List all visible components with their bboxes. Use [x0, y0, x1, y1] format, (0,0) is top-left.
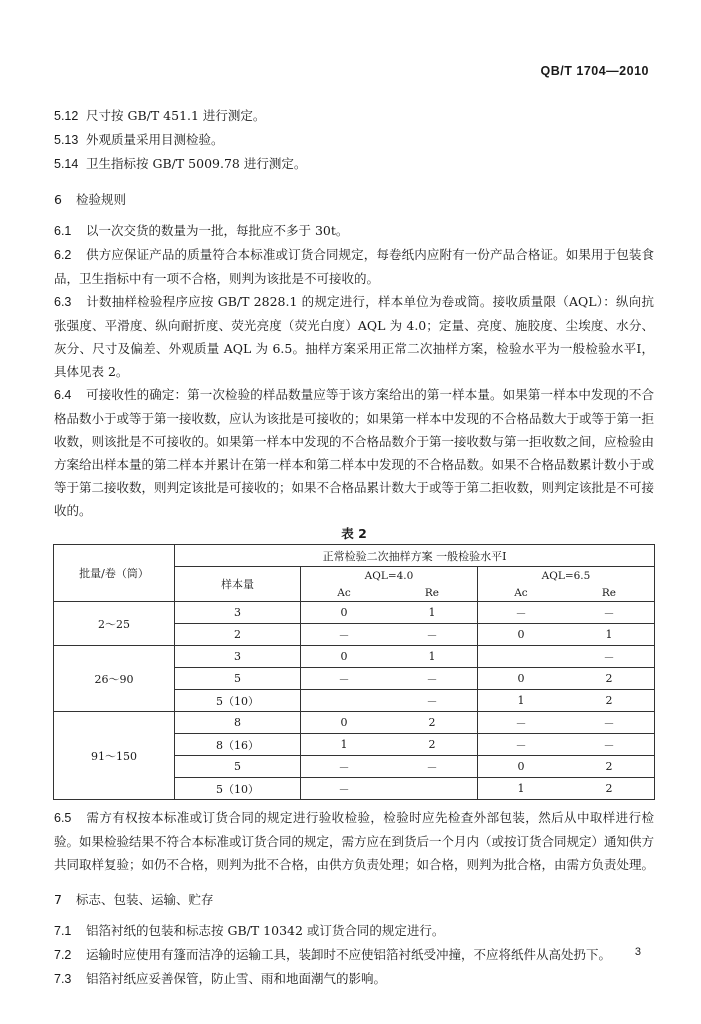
clause-number: 6.2 — [54, 248, 72, 262]
re-cell: 2 — [564, 756, 655, 778]
clause — [54, 943, 654, 967]
ac-cell: － — [301, 624, 387, 646]
clause-number: 6.3 — [54, 295, 72, 309]
aql-6-5-header: AQL=6.5 — [477, 567, 654, 585]
ac-cell: 1 — [477, 690, 563, 712]
clause-number: 7.2 — [54, 948, 72, 962]
clause-number: 5.14 — [54, 157, 79, 171]
clauses-5 — [54, 104, 654, 176]
clause-number: 5.12 — [54, 109, 79, 123]
re-cell: － — [387, 668, 478, 690]
table-row — [54, 712, 655, 734]
clause-text: 卫生指标按 GB/T 5009.78 进行测定。 — [86, 156, 307, 171]
clause — [54, 919, 654, 943]
standard-number: QB/T 1704—2010 — [540, 64, 649, 78]
clause-text: 可接收性的确定：第一次检验的样品数量应等于该方案给出的第一样本量。如果第一样本中发现的不合格品数小于或等于第一接收数，应认为该批是可接收的；如果第一样本中发现的不合格品数大于或等于第一拒收数，则该批是不可接收的。如果第一样本中发现的不合格品数介于第一接收数与第一拒收数之间，应检验由方案给出样本量的第二样本并累计在第一样本和第二样本中发现的不合格品数。如果不合格品数累计数小于或等于第二接收数，则判定该批是可接收的；如果不合格品累计数大于或等于第二拒收数，则判定该批是不可接收的。 — [54, 387, 655, 518]
section-number: 6 — [54, 192, 62, 207]
clause-text: 运输时应使用有篷而洁净的运输工具，装卸时不应使铝箔衬纸受冲撞，不应将纸件从高处扔下。 — [86, 947, 612, 962]
aql-4-header: AQL=4.0 — [301, 567, 478, 585]
clause-number: 7.3 — [54, 972, 72, 986]
clause-number: 6.5 — [54, 811, 72, 825]
sample-size-cell: 3 — [175, 602, 301, 624]
re-cell: 1 — [387, 602, 478, 624]
plan-header: 正常检验二次抽样方案 一般检验水平Ⅰ — [175, 545, 655, 567]
clause-text: 计数抽样检验程序应按 GB/T 2828.1 的规定进行，样本单位为卷或筒。接收质量限（AQL）：纵向抗张强度、平滑度、纵向耐折度、荧光亮度（荧光白度）AQL 为 4.0；定量、亮度、施胶度、尘埃度、水分、灰分、尺寸及偏差、外观质量 AQL 为 6.5。抽样方案采用正常二次抽样方案，检验水平为一般检验水平Ⅰ，具体见表 2。 — [54, 294, 654, 379]
clause-number: 5.13 — [54, 133, 79, 147]
sample-size-cell: 3 — [175, 646, 301, 668]
re-cell: － — [564, 734, 655, 756]
sample-size-cell: 5（10） — [175, 690, 301, 712]
ac-cell: 1 — [477, 778, 563, 800]
section-title: 标志、包装、运输、贮存 — [76, 892, 214, 907]
clause — [54, 806, 654, 876]
clause — [54, 219, 654, 243]
clause-6-5 — [54, 806, 654, 876]
clause-text: 外观质量采用目测检验。 — [86, 132, 224, 147]
document-body — [54, 104, 654, 991]
sample-size-cell: 2 — [175, 624, 301, 646]
page-number: 3 — [634, 946, 641, 958]
table-row — [54, 646, 655, 668]
lot-size-cell: 26～90 — [54, 646, 175, 712]
clause-text: 供方应保证产品的质量符合本标准或订货合同规定，每卷纸内应附有一份产品合格证。如果用于包装食品，卫生指标中有一项不合格，则判为该批是不可接收的。 — [54, 247, 654, 286]
section-number: 7 — [54, 892, 62, 907]
ac-cell: 0 — [477, 624, 563, 646]
sample-size-header: 样本量 — [175, 567, 301, 602]
ac-cell: － — [477, 712, 563, 734]
ac-cell: － — [301, 668, 387, 690]
clause-text: 铝箔衬纸应妥善保管，防止雪、雨和地面潮气的影响。 — [86, 971, 387, 986]
clause-number: 7.1 — [54, 924, 72, 938]
re-cell — [387, 778, 478, 800]
ac-cell — [477, 646, 563, 668]
re-cell: － — [387, 756, 478, 778]
sampling-plan-table — [53, 544, 655, 800]
ac-cell: 0 — [301, 712, 387, 734]
re-cell: 2 — [387, 734, 478, 756]
ac-cell: － — [301, 778, 387, 800]
re-cell: 2 — [387, 712, 478, 734]
sample-size-cell: 5（10） — [175, 778, 301, 800]
lot-size-cell: 2～25 — [54, 602, 175, 646]
clauses-6 — [54, 219, 654, 522]
ac-cell: 0 — [301, 646, 387, 668]
clauses-7 — [54, 919, 654, 991]
re-cell: 2 — [564, 668, 655, 690]
re-cell: 1 — [564, 624, 655, 646]
ac-cell: － — [477, 602, 563, 624]
re-header: Re — [387, 584, 478, 602]
ac-cell: 1 — [301, 734, 387, 756]
ac-header: Ac — [301, 584, 387, 602]
table-row — [54, 602, 655, 624]
clause-text: 以一次交货的数量为一批，每批应不多于 30t。 — [86, 223, 349, 238]
re-cell: － — [387, 624, 478, 646]
section-7-heading — [54, 888, 654, 911]
clause — [54, 290, 654, 383]
clause — [54, 243, 654, 290]
clause-number: 6.1 — [54, 224, 72, 238]
clause — [54, 967, 654, 991]
re-header: Re — [564, 584, 655, 602]
ac-cell: － — [301, 756, 387, 778]
ac-cell: 0 — [477, 756, 563, 778]
sample-size-cell: 8（16） — [175, 734, 301, 756]
clause-text: 需方有权按本标准或订货合同的规定进行验收检验，检验时应先检查外部包装，然后从中取样进行检验。如果检验结果不符合本标准或订货合同的规定，需方应在到货后一个月内（或按订货合同规定）通知供方共同取样复验；如仍不合格，则判为批不合格，由供方负责处理；如合格，则判为批合格，由需方负责处理。 — [54, 810, 655, 872]
re-cell: － — [564, 646, 655, 668]
re-cell: 2 — [564, 778, 655, 800]
ac-cell — [301, 690, 387, 712]
table-caption: 表 2 — [341, 526, 367, 541]
lot-size-cell: 91～150 — [54, 712, 175, 800]
sample-size-cell: 8 — [175, 712, 301, 734]
clause-number: 6.4 — [54, 388, 72, 402]
section-title: 检验规则 — [76, 192, 127, 207]
re-cell: 2 — [564, 690, 655, 712]
ac-header: Ac — [477, 584, 563, 602]
re-cell: 1 — [387, 646, 478, 668]
clause-text: 尺寸按 GB/T 451.1 进行测定。 — [86, 108, 266, 123]
re-cell: － — [564, 602, 655, 624]
lot-size-header: 批量/卷（筒） — [54, 545, 175, 602]
ac-cell: 0 — [477, 668, 563, 690]
clause — [54, 104, 654, 128]
clause — [54, 383, 654, 522]
clause — [54, 128, 654, 152]
ac-cell: 0 — [301, 602, 387, 624]
clause-text: 铝箔衬纸的包装和标志按 GB/T 10342 或订货合同的规定进行。 — [86, 923, 445, 938]
re-cell: － — [564, 712, 655, 734]
sample-size-cell: 5 — [175, 756, 301, 778]
sample-size-cell: 5 — [175, 668, 301, 690]
section-6-heading — [54, 188, 654, 211]
clause — [54, 152, 654, 176]
ac-cell: － — [477, 734, 563, 756]
re-cell: － — [387, 690, 478, 712]
